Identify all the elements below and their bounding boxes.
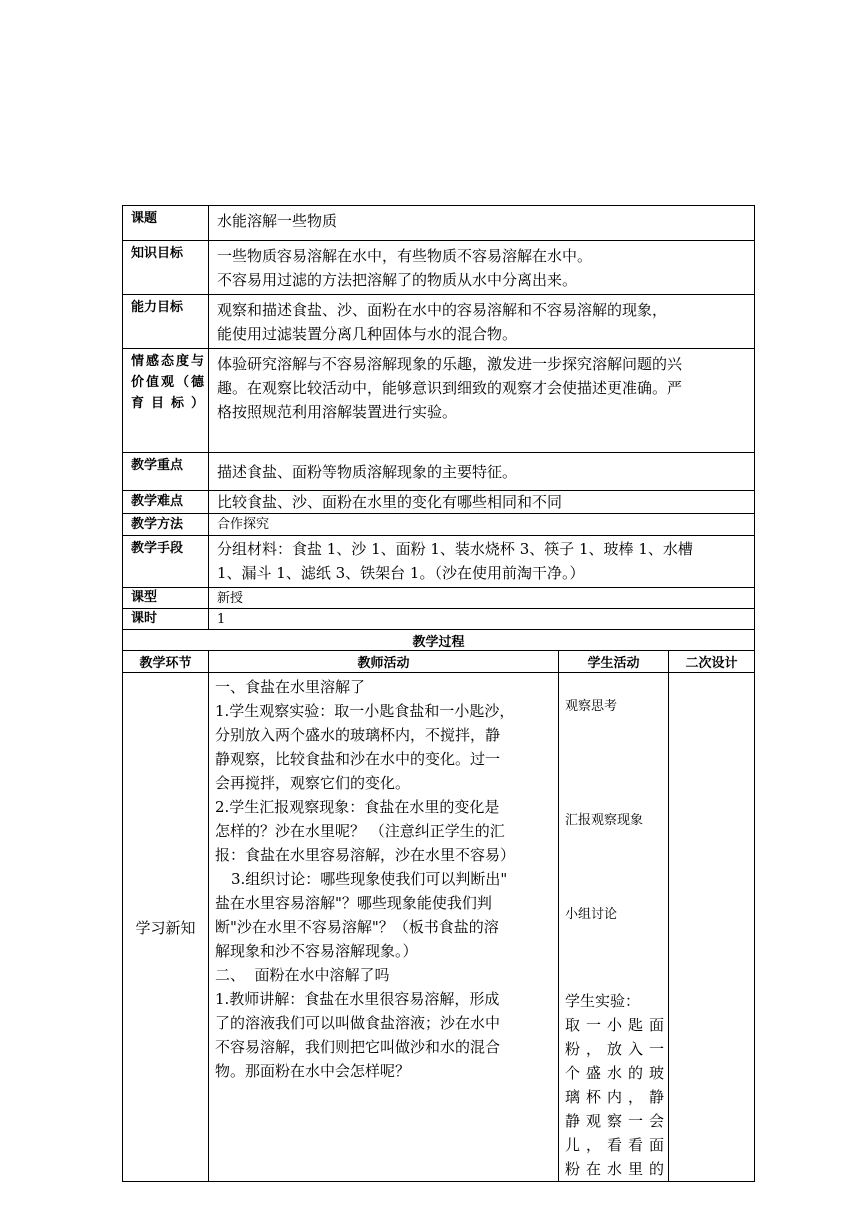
teacher-line: 报：食盐在水里容易溶解，沙在水里不容易） xyxy=(215,846,516,864)
student-item: 观察思考 xyxy=(565,699,618,714)
teacher-line: 物。那面粉在水中会怎样呢？ xyxy=(215,1062,411,1080)
emotion-line: 体验研究溶解与不容易溶解现象的乐趣，激发进一步探究溶解问题的兴 xyxy=(217,355,683,373)
teacher-line: 3.组织讨论：哪些现象使我们可以判断出" xyxy=(231,870,508,888)
method-value: 合作探究 xyxy=(209,514,755,536)
student-item: 小组讨论 xyxy=(565,907,618,922)
ability-value xyxy=(209,295,755,349)
row-lesson-type xyxy=(123,588,755,609)
teacher-line: 解现象和沙不容易溶解现象。） xyxy=(215,942,418,960)
row-key-point xyxy=(123,453,755,491)
periods-value: 1 xyxy=(209,609,755,630)
teacher-line: 分别放入两个盛水的玻璃杯内，不搅拌，静 xyxy=(215,726,501,744)
teacher-line: 二、 面粉在水中溶解了吗 xyxy=(215,966,390,984)
difficulty-value: 比较食盐、沙、面粉在水里的变化有哪些相同和不同 xyxy=(209,491,755,514)
row-emotion xyxy=(123,349,755,453)
emotion-line: 格按照规范利用溶解装置进行实验。 xyxy=(217,403,458,421)
redesign-cell xyxy=(669,673,755,1182)
row-periods xyxy=(123,609,755,630)
student-exp-line: 粉在水里的 xyxy=(565,1160,664,1178)
teacher-line: 了的溶液我们可以叫做食盐溶液；沙在水中 xyxy=(215,1014,501,1032)
ability-line: 观察和描述食盐、沙、面粉在水中的容易溶解和不容易溶解的现象， xyxy=(217,301,668,319)
student-activity xyxy=(559,673,669,1182)
teacher-line: 静观察，比较食盐和沙在水中的变化。过一 xyxy=(215,750,501,768)
method-label: 教学方法 xyxy=(123,514,209,536)
student-exp-line: 静观察一会 xyxy=(565,1112,664,1130)
student-exp-line: 粉，放入一 xyxy=(565,1040,664,1058)
row-topic xyxy=(123,206,755,241)
knowledge-label: 知识目标 xyxy=(123,241,209,295)
means-label: 教学手段 xyxy=(123,536,209,588)
row-process-title xyxy=(123,630,755,651)
topic-label: 课题 xyxy=(123,206,209,241)
teacher-activity xyxy=(209,673,559,1182)
knowledge-line: 不容易用过滤的方法把溶解了的物质从水中分离出来。 xyxy=(217,271,578,289)
row-process-content xyxy=(123,673,755,1182)
row-means xyxy=(123,536,755,588)
student-experiment xyxy=(565,989,664,1181)
student-exp-line: 取一小匙面 xyxy=(565,1016,664,1034)
teacher-line: 一、食盐在水里溶解了 xyxy=(215,678,366,696)
teacher-line: 怎样的？沙在水里呢？ （注意纠正学生的汇 xyxy=(215,822,505,840)
teacher-line: 会再搅拌，观察它们的变化。 xyxy=(215,774,411,792)
ability-line: 能使用过滤装置分离几种固体与水的混合物。 xyxy=(217,325,518,343)
student-item: 汇报观察现象 xyxy=(565,813,644,828)
process-title: 教学过程 xyxy=(123,630,755,651)
row-knowledge xyxy=(123,241,755,295)
header-student: 学生活动 xyxy=(559,651,669,673)
teacher-line: 不容易溶解，我们则把它叫做沙和水的混合 xyxy=(215,1038,501,1056)
means-line: 分组材料：食盐 1、沙 1、面粉 1、装水烧杯 3、筷子 1、玻棒 1、水槽 xyxy=(217,540,693,558)
periods-label: 课时 xyxy=(123,609,209,630)
means-value xyxy=(209,536,755,588)
teacher-line: 1.学生观察实验：取一小匙食盐和一小匙沙， xyxy=(215,702,515,720)
key-point-label: 教学重点 xyxy=(123,453,209,491)
header-redesign: 二次设计 xyxy=(669,651,755,673)
student-exp-line: 个盛水的玻 xyxy=(565,1064,664,1082)
difficulty-label: 教学难点 xyxy=(123,491,209,514)
row-process-headers xyxy=(123,651,755,673)
lesson-plan-table xyxy=(122,205,755,1182)
ability-label: 能力目标 xyxy=(123,295,209,349)
row-method xyxy=(123,514,755,536)
lesson-type-value: 新授 xyxy=(209,588,755,609)
means-line: 1、漏斗 1、滤纸 3、铁架台 1。（沙在使用前淘干净。） xyxy=(217,564,585,582)
teacher-line: 盐在水里容易溶解"？哪些现象能使我们判 xyxy=(215,894,492,912)
student-exp-line: 璃杯内，静 xyxy=(565,1088,664,1106)
stage-label: 学习新知 xyxy=(123,673,209,1182)
student-exp-line: 学生实验： xyxy=(565,992,641,1010)
lesson-type-label: 课型 xyxy=(123,588,209,609)
topic-value: 水能溶解一些物质 xyxy=(209,206,755,241)
header-stage: 教学环节 xyxy=(123,651,209,673)
teacher-line: 1.教师讲解：食盐在水里很容易溶解，形成 xyxy=(215,990,500,1008)
emotion-label: 情感态度与价值观（德育目标） xyxy=(123,349,209,453)
knowledge-line: 一些物质容易溶解在水中，有些物质不容易溶解在水中。 xyxy=(217,247,593,265)
header-teacher: 教师活动 xyxy=(209,651,559,673)
row-difficulty xyxy=(123,491,755,514)
student-exp-line: 儿，看看面 xyxy=(565,1136,664,1154)
emotion-line: 趣。在观察比较活动中，能够意识到细致的观察才会使描述更准确。严 xyxy=(217,379,683,397)
emotion-value xyxy=(209,349,755,453)
key-point-value: 描述食盐、面粉等物质溶解现象的主要特征。 xyxy=(209,453,755,491)
knowledge-value xyxy=(209,241,755,295)
row-ability xyxy=(123,295,755,349)
teacher-line: 断"沙在水里不容易溶解"？（板书食盐的溶 xyxy=(215,918,499,936)
teacher-line: 2.学生汇报观察现象：食盐在水里的变化是 xyxy=(215,798,500,816)
